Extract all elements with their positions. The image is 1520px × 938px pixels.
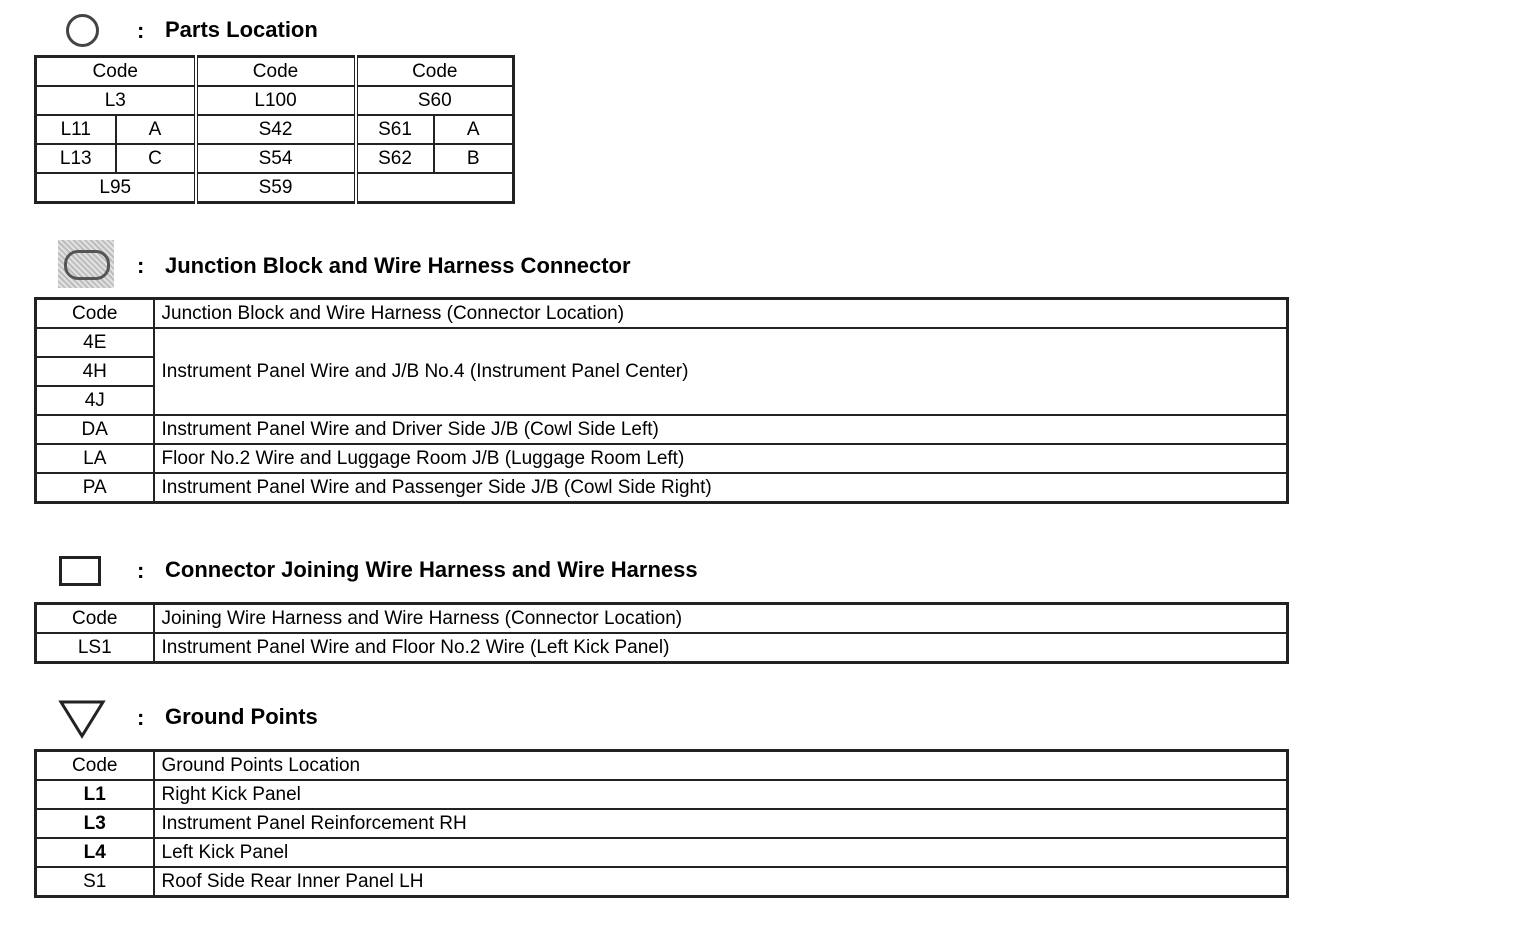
table-row (36, 144, 514, 173)
section-title: Ground Points (165, 704, 318, 729)
code-cell: PA (36, 473, 154, 503)
table-row (36, 173, 514, 203)
heading-colon: : (137, 705, 145, 730)
header-cell: Code (356, 57, 514, 87)
code-cell: S60 (356, 86, 514, 115)
description-cell: Instrument Panel Wire and Driver Side J/B (Cowl Side Left) (154, 415, 1288, 444)
header-cell: Code (36, 299, 154, 329)
code-cell: L95 (36, 173, 196, 203)
header-cell: Code (36, 57, 196, 87)
code-cell: B (434, 144, 514, 173)
header-cell: Junction Block and Wire Harness (Connector Location) (154, 299, 1288, 329)
description-cell: Instrument Panel Reinforcement RH (154, 809, 1288, 838)
heading-colon: : (137, 253, 145, 278)
code-cell: 4J (36, 386, 154, 415)
code-cell: LA (36, 444, 154, 473)
rectangle-icon (59, 556, 101, 586)
code-cell: S54 (196, 144, 356, 173)
code-cell: S61 (356, 115, 434, 144)
heading-colon: : (137, 558, 145, 583)
header-cell: Code (36, 604, 154, 634)
description-cell: Right Kick Panel (154, 780, 1288, 809)
description-cell: Instrument Panel Wire and J/B No.4 (Instrument Panel Center) (154, 328, 1288, 415)
connector-table (34, 602, 1289, 664)
ground-points-heading (0, 697, 900, 741)
connector-heading (0, 552, 900, 592)
table-row (36, 838, 1288, 867)
description-cell: Left Kick Panel (154, 838, 1288, 867)
table-row (36, 328, 1288, 357)
table-row (36, 473, 1288, 503)
code-cell: S42 (196, 115, 356, 144)
code-cell (356, 173, 514, 203)
junction-block-table (34, 297, 1289, 504)
description-cell: Roof Side Rear Inner Panel LH (154, 867, 1288, 897)
ground-points-table (34, 749, 1289, 898)
triangle-down-icon (58, 699, 106, 739)
table-row (36, 633, 1288, 663)
code-cell: A (116, 115, 196, 144)
code-cell: 4H (36, 357, 154, 386)
header-cell: Joining Wire Harness and Wire Harness (Connector Location) (154, 604, 1288, 634)
parts-location-heading (0, 12, 900, 52)
code-cell: DA (36, 415, 154, 444)
code-cell: L4 (36, 838, 154, 867)
code-cell: S59 (196, 173, 356, 203)
table-row (36, 415, 1288, 444)
table-row (36, 751, 1288, 781)
table-row (36, 809, 1288, 838)
code-cell: L100 (196, 86, 356, 115)
code-cell: C (116, 144, 196, 173)
description-cell: Instrument Panel Wire and Floor No.2 Wire (Left Kick Panel) (154, 633, 1288, 663)
code-cell: L1 (36, 780, 154, 809)
code-cell: L11 (36, 115, 116, 144)
code-cell: L3 (36, 86, 196, 115)
junction-block-heading (0, 240, 900, 292)
table-row (36, 86, 514, 115)
code-cell: S62 (356, 144, 434, 173)
section-title: Junction Block and Wire Harness Connector (165, 253, 631, 278)
header-cell: Code (36, 751, 154, 781)
code-cell: 4E (36, 328, 154, 357)
code-cell: LS1 (36, 633, 154, 663)
code-cell: S1 (36, 867, 154, 897)
description-cell: Floor No.2 Wire and Luggage Room J/B (Luggage Room Left) (154, 444, 1288, 473)
header-cell: Code (196, 57, 356, 87)
table-row (36, 867, 1288, 897)
code-cell: A (434, 115, 514, 144)
table-row (36, 444, 1288, 473)
circle-icon (66, 14, 99, 47)
header-cell: Ground Points Location (154, 751, 1288, 781)
description-cell: Instrument Panel Wire and Passenger Side J/B (Cowl Side Right) (154, 473, 1288, 503)
heading-colon: : (137, 18, 145, 43)
table-row (36, 780, 1288, 809)
section-title: Parts Location (165, 17, 318, 42)
table-row (36, 604, 1288, 634)
table-row (36, 57, 514, 87)
code-cell: L3 (36, 809, 154, 838)
parts-location-table (34, 55, 515, 204)
section-title: Connector Joining Wire Harness and Wire Harness (165, 557, 698, 582)
table-row (36, 115, 514, 144)
table-row (36, 299, 1288, 329)
junction-block-icon (58, 240, 114, 288)
code-cell: L13 (36, 144, 116, 173)
